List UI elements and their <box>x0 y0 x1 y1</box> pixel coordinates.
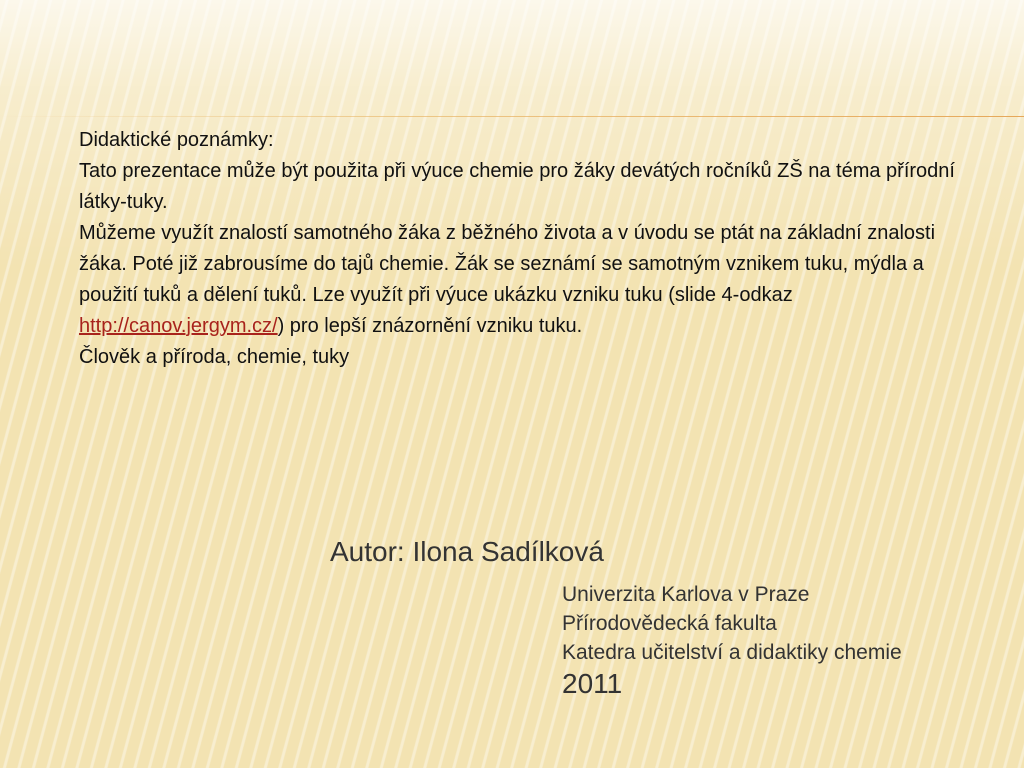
university-name: Univerzita Karlova v Praze <box>562 583 810 606</box>
notes-paragraph-2-start: Můžeme využít znalostí samotného žáka z běžného života a v úvodu se ptát na základní znalosti žáka. Poté již zabrousíme do tajů chemie. Žák se seznámí se samotným vznikem tuku, mýdla a použití tuků a dělení tuků. Lze využít při výuce ukázku vzniku tuku (slide 4-odkaz <box>79 222 936 306</box>
notes-keywords: Člověk a příroda, chemie, tuky <box>79 346 350 368</box>
notes-paragraph-2-end: ) pro lepší znázornění vzniku tuku. <box>277 315 583 337</box>
notes-paragraph-2 <box>79 218 959 342</box>
author-name: Autor: Ilona Sadílková <box>330 536 604 567</box>
canov-link[interactable]: http://canov.jergym.cz/ <box>79 315 278 337</box>
year-label: 2011 <box>562 668 623 699</box>
affiliation-block <box>562 580 902 701</box>
didactic-notes <box>79 125 959 373</box>
faculty-name: Přírodovědecká fakulta <box>562 612 777 635</box>
accent-rule <box>0 116 1024 117</box>
notes-paragraph-1: Tato prezentace může být použita při výuce chemie pro žáky devátých ročníků ZŠ na téma přírodní látky-tuky. <box>79 160 955 213</box>
notes-heading: Didaktické poznámky: <box>79 129 274 151</box>
department-name: Katedra učitelství a didaktiky chemie <box>562 641 902 664</box>
